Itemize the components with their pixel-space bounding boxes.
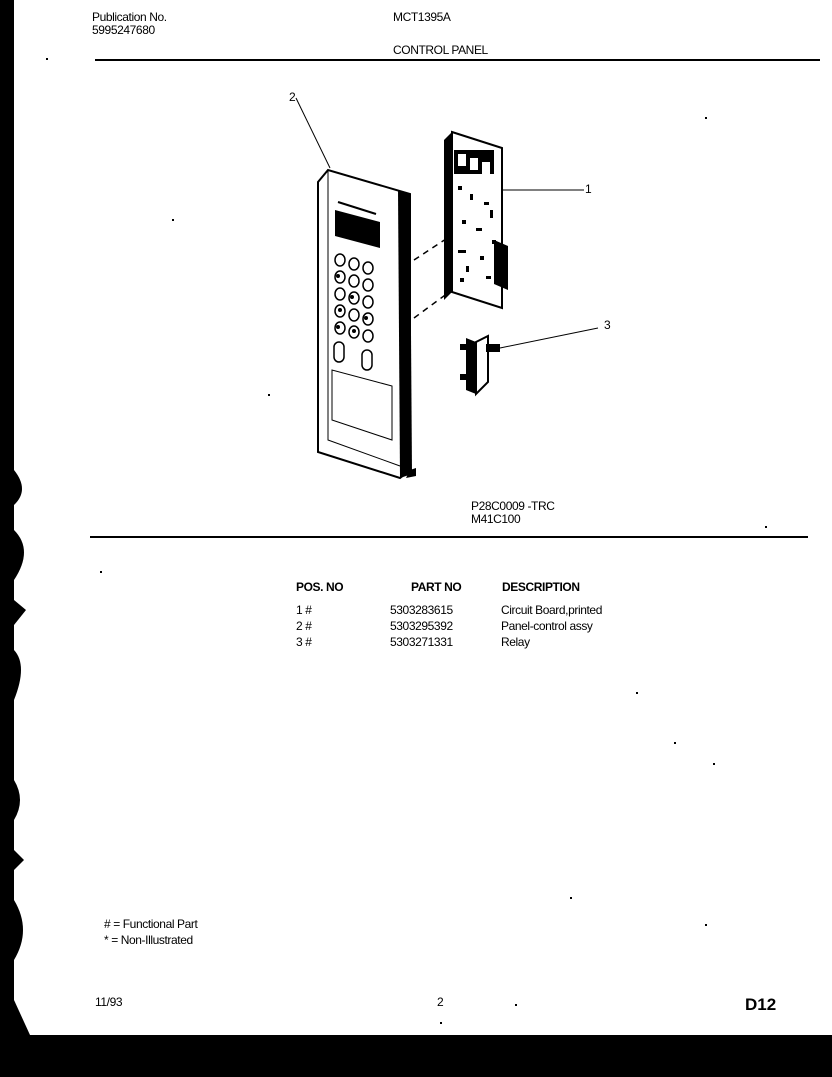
scan-speck — [674, 742, 676, 744]
scan-edge-artifact — [0, 0, 36, 1077]
scan-speck — [268, 394, 270, 396]
diagram-rule — [90, 536, 808, 538]
publication-label: Publication No. — [92, 10, 167, 24]
relay-illustration — [460, 336, 500, 394]
callout-1: 1 — [585, 182, 592, 196]
leader-line-2 — [296, 98, 330, 168]
figure-code: M41C100 — [471, 512, 521, 526]
scan-speck — [570, 897, 572, 899]
control-panel-assembly-illustration — [318, 170, 416, 478]
model-number: MCT1395A — [393, 10, 451, 24]
scan-speck — [100, 571, 102, 573]
column-header-part: PART NO — [411, 580, 462, 594]
header-rule — [95, 59, 820, 61]
table-cell-description: Circuit Board,printed — [501, 603, 602, 617]
leader-line-3 — [500, 328, 598, 348]
figure-code: P28C0009 -TRC — [471, 499, 555, 513]
table-cell-part: 5303271331 — [390, 635, 453, 649]
scan-speck — [440, 1022, 442, 1024]
table-cell-pos: 1 # — [296, 603, 312, 617]
table-cell-part: 5303283615 — [390, 603, 453, 617]
table-cell-pos: 2 # — [296, 619, 312, 633]
table-cell-description: Relay — [501, 635, 530, 649]
legend-non-illustrated: * = Non-Illustrated — [104, 933, 193, 947]
column-header-pos: POS. NO — [296, 580, 344, 594]
callout-3: 3 — [604, 318, 611, 332]
scan-speck — [515, 1004, 517, 1006]
footer-date: 11/93 — [95, 995, 123, 1009]
callout-2: 2 — [289, 90, 296, 104]
table-cell-description: Panel-control assy — [501, 619, 593, 633]
scan-speck — [172, 219, 174, 221]
scan-speck — [713, 763, 715, 765]
control-panel-diagram — [280, 90, 620, 490]
scan-speck — [705, 117, 707, 119]
column-header-description: DESCRIPTION — [502, 580, 580, 594]
table-cell-pos: 3 # — [296, 635, 312, 649]
page-number: 2 — [437, 995, 444, 1009]
table-cell-part: 5303295392 — [390, 619, 453, 633]
section-title: CONTROL PANEL — [393, 43, 488, 57]
scan-speck — [765, 526, 767, 528]
scan-bottom-band — [0, 1035, 832, 1077]
publication-number: 5995247680 — [92, 23, 155, 37]
scan-speck — [705, 924, 707, 926]
page-code: D12 — [745, 995, 777, 1014]
scan-speck — [636, 692, 638, 694]
circuit-board-illustration — [444, 132, 508, 308]
scan-speck — [46, 58, 48, 60]
legend-functional: # = Functional Part — [104, 917, 198, 931]
